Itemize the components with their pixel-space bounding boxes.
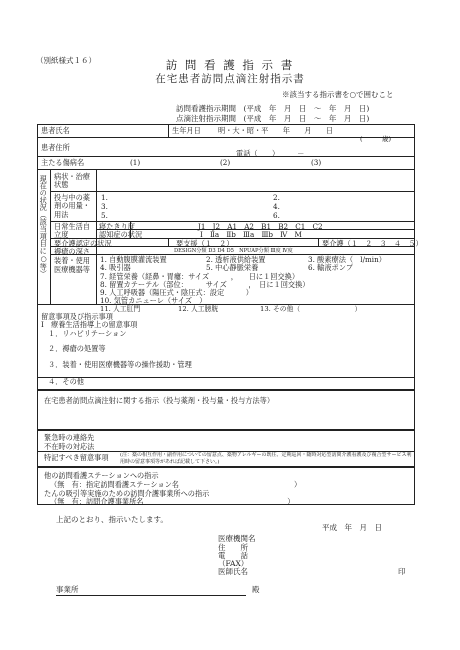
device-4: 4. 吸引器	[100, 263, 131, 272]
drug-5: 5.	[101, 211, 108, 220]
device-12: 12. 人工膀胱	[178, 305, 219, 313]
address-label: 住 所	[218, 543, 248, 552]
device-label: 装着・使用医療機器等	[54, 256, 90, 274]
instruction-ulcer: ２．褥瘡の処置等	[48, 344, 106, 353]
diagnosis-2: (2)	[220, 158, 231, 167]
phone-label: 電 話	[218, 551, 248, 560]
other-station-box	[37, 467, 415, 505]
instructions-title: 留意事項及び指示事項	[41, 312, 113, 321]
visit-period: 訪問看護指示期間 (平成 年 月 日 ～ 年 月 日)	[176, 104, 370, 113]
statement: 上記のとおり、指示いたします。	[56, 515, 168, 524]
col-divider	[168, 125, 169, 137]
device-2: 2. 透析液供給装置	[206, 255, 266, 264]
device-13: 13. その他（ ）	[260, 305, 362, 313]
device-6: 6. 輸液ポンプ	[308, 263, 354, 272]
suction-care-line: （無 有：訪問介護事業所名 ）	[50, 497, 295, 506]
infusion-period: 点滴注射指示期間 (平成 年 月 日 ～ 年 月 日)	[176, 114, 370, 123]
patient-phone: 電話（ ） －	[236, 149, 305, 158]
col-divider	[318, 238, 319, 246]
doctor-name-label: 医師氏名	[218, 567, 248, 576]
device-10: 10. 気管カニューレ（サイズ ）	[100, 296, 207, 305]
instructions-section-1: Ⅰ 療養生活指導上の留意事項	[41, 320, 138, 329]
adl-label: 日常生活自立度	[54, 222, 90, 240]
drug-label: 投与中の薬剤の用量・用法	[54, 193, 90, 219]
office-underline	[56, 595, 246, 596]
instruction-other: ４．その他	[48, 377, 84, 386]
emergency-box	[37, 430, 415, 467]
honorific: 殿	[252, 585, 260, 594]
bedridden-label: 寝たきり度	[99, 222, 135, 231]
special-notes-label: 特記すべき留意事項	[44, 453, 109, 462]
row-divider	[38, 377, 414, 378]
device-5: 5. 中心静脈栄養	[206, 263, 259, 272]
drug-3: 3.	[101, 202, 108, 211]
patient-status-table	[37, 124, 423, 390]
drug-1: 1.	[101, 193, 108, 202]
row-divider	[38, 156, 414, 157]
dementia-label: 認知症の状況	[99, 230, 143, 239]
bedridden-options: J1 J2 A1 A2 B1 B2 C1 C2	[198, 222, 323, 231]
device-11: 11. 人工肛門	[100, 305, 141, 313]
ulcer-depth-label: 褥瘡の深さ	[54, 247, 90, 256]
diagnosis-label: 主たる傷病名	[41, 158, 85, 167]
drug-6: 6.	[273, 211, 280, 220]
diagnosis-3: (3)	[311, 158, 322, 167]
other-station-title: 他の訪問看護ステーションへの指示	[44, 471, 159, 480]
device-8: 8. 留置カテーテル（部位： サイズ ， 日に１回交換）	[100, 280, 310, 289]
seal-mark: 印	[398, 567, 406, 576]
infusion-instruction-label: 在宅患者訪問点滴注射に関する指示（投与薬剤・投与量・投与方法等）	[44, 396, 275, 405]
institution-label: 医療機関名	[218, 534, 256, 543]
special-notes-text: (注：薬の相互作用・副作用についての留意点、薬物アレルギーの既往、定期巡回・随時対応型訪問介護看護及び複合型サービス利用時の留意事項等があれば記載して下さい。)	[120, 452, 412, 465]
suction-care-title: たんの吸引等実施のための訪問介護事業所への指示	[44, 489, 210, 498]
drug-2: 2.	[273, 193, 280, 202]
instruction-rehab: １．リハビリテーション	[48, 329, 127, 338]
other-station-line: （無 有：指定訪問看護ステーション名 ）	[50, 480, 302, 489]
document-subtitle: 在宅患者訪問点滴注射指示書	[155, 73, 305, 85]
circle-note: ※該当する指示書を○で囲むこと	[282, 90, 394, 99]
instruction-device: ３．装着・使用医療機器等の操作援助・管理	[48, 360, 192, 369]
dementia-options: Ⅰ Ⅱa Ⅱb Ⅲa Ⅲb Ⅳ M	[200, 230, 302, 239]
device-1: 1. 自動腹膜灌流装置	[100, 255, 167, 264]
office-label: 事業所	[56, 585, 79, 594]
form-number-label: （別紙様式１６）	[36, 56, 96, 65]
age-field: ( 歳)	[360, 135, 392, 143]
disease-label: 病状・治療状態	[54, 172, 90, 190]
drug-4: 4.	[273, 202, 280, 211]
birthdate-label: 生年月日	[172, 126, 201, 135]
care-support: 要支援（１ ２）	[176, 239, 234, 248]
care-level-label: 要介護認定の状況	[54, 239, 112, 248]
device-9: 9. 人工呼吸器（陽圧式・陰圧式：設定 ）	[100, 288, 253, 297]
row-divider	[38, 137, 414, 138]
ulcer-options: DESIGN分類 D3 D4 D5 NPUAP分類 Ⅲ度 Ⅳ度	[174, 248, 293, 254]
row-divider	[50, 191, 414, 192]
emergency-contact-label: 緊急時の連絡先	[44, 433, 95, 442]
issue-date: 平成 年 月 日	[322, 523, 382, 532]
diagnosis-1: (1)	[130, 158, 141, 167]
row-divider	[38, 169, 414, 170]
birthdate-eras: 明・大・昭・平 年 月 日	[218, 126, 334, 135]
current-status-side-label: 現在の状況（該当項目に○等）	[39, 175, 49, 278]
device-7: 7. 経管栄養（経鼻・胃瘻：サイズ ， 日に１回交換）	[100, 272, 300, 281]
patient-address-label: 患者住所	[41, 143, 70, 152]
fax-label: （FAX）	[218, 559, 249, 568]
device-3: 3. 酸素療法（ l/min）	[308, 255, 386, 264]
infusion-instruction-box	[37, 390, 415, 430]
care-needed: 要介護（１ ２ ３ ４ ５）	[322, 239, 423, 248]
document-title: 訪 問 看 護 指 示 書	[165, 58, 295, 72]
patient-name-label: 患者氏名	[41, 126, 70, 135]
col-divider	[50, 169, 51, 304]
col-divider	[168, 238, 169, 246]
col-divider	[96, 169, 97, 304]
absence-response-label: 不在時の対応法	[44, 442, 95, 451]
